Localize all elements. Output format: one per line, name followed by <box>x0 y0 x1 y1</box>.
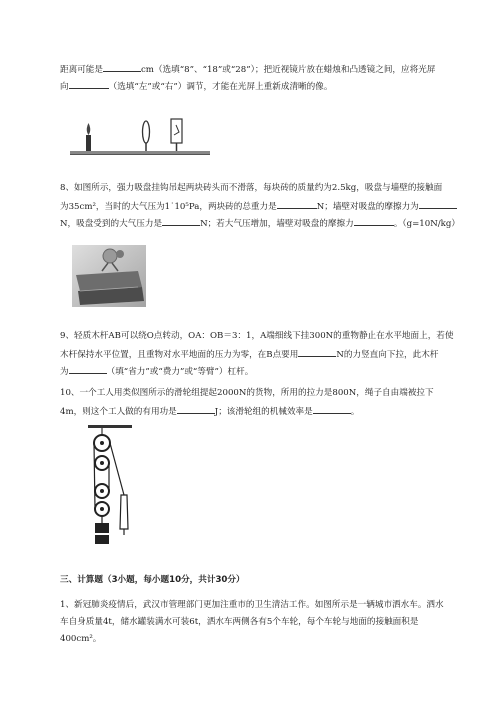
answer-blank[interactable] <box>419 199 457 209</box>
answer-blank[interactable] <box>354 216 394 226</box>
q1-line-1: 1、新冠肺炎疫情后，武汉市管理部门更加注重市的卫生清洁工作。如图所示是一辆城市洒水车。洒水 <box>60 600 444 610</box>
answer-blank[interactable] <box>177 404 215 414</box>
answer-blank[interactable] <box>69 79 109 89</box>
q10-line-1: 10、一个工人用类似图所示的滑轮组提起2000N的货物，所用的拉力是800N，绳子自由端被拉下 <box>60 388 434 398</box>
q1-line-3: 400cm²。 <box>60 634 102 644</box>
answer-blank[interactable] <box>69 364 107 374</box>
q8-line-2: 为35cm²，当时的大气压为1˙10⁵Pa，两块砖的总重力是 N；墙壁对吸盘的摩擦力为 <box>60 199 457 213</box>
answer-blank[interactable] <box>162 216 200 226</box>
q9-line-1: 9、轻质木杆AB可以绕O点转动，OA：OB＝3：1，A端细线下挂300N的重物静止在水平地面上，若使 <box>60 331 454 341</box>
optical-bench-figure <box>70 110 210 165</box>
q8-line-1: 8、如图所示，强力吸盘挂钩吊起两块砖头而不滑落，每块砖的质量约为2.5kg，吸盘与墙壁的接触面 <box>60 183 443 193</box>
q1-line-2: 车自身质量4t，储水罐装满水可装6t，洒水车两侧各有5个车轮，每个车轮与地面的接触面积是 <box>60 617 419 627</box>
q8-line-3: N，吸盘受到的大气压力是 N；若大气压增加，墙壁对吸盘的摩擦力 。（g=10N/kg） <box>60 216 460 230</box>
q10-line-2: 4m，则这个工人做的有用功是 J；该滑轮组的机械效率是 。 <box>60 404 359 418</box>
q9-line-2: 木杆保持水平位置，且重物对水平地面的压力为零，在B点要用 N的力竖直向下拉，此木杆 <box>60 347 438 361</box>
q9-line-3: 为 （填“省力”或“费力”或“等臂”）杠杆。 <box>60 364 253 378</box>
section-heading: 三、计算题（3小题，每小题10分，共计30分） <box>60 575 245 585</box>
answer-blank[interactable] <box>277 199 317 209</box>
q7-line-1: 距离可能是 cm（选填“8”、“18”或“28”）；把近视镜片放在蜡烛和凸透镜之间，应将光屏 <box>60 62 435 76</box>
pulley-system-figure <box>86 425 136 549</box>
answer-blank[interactable] <box>313 404 351 414</box>
answer-blank[interactable] <box>298 347 336 357</box>
suction-cup-bricks-photo <box>72 245 146 307</box>
q7-line-2: 向 （选填“左”或“右”）调节，才能在光屏上重新成清晰的像。 <box>60 79 332 93</box>
answer-blank[interactable] <box>103 62 141 72</box>
